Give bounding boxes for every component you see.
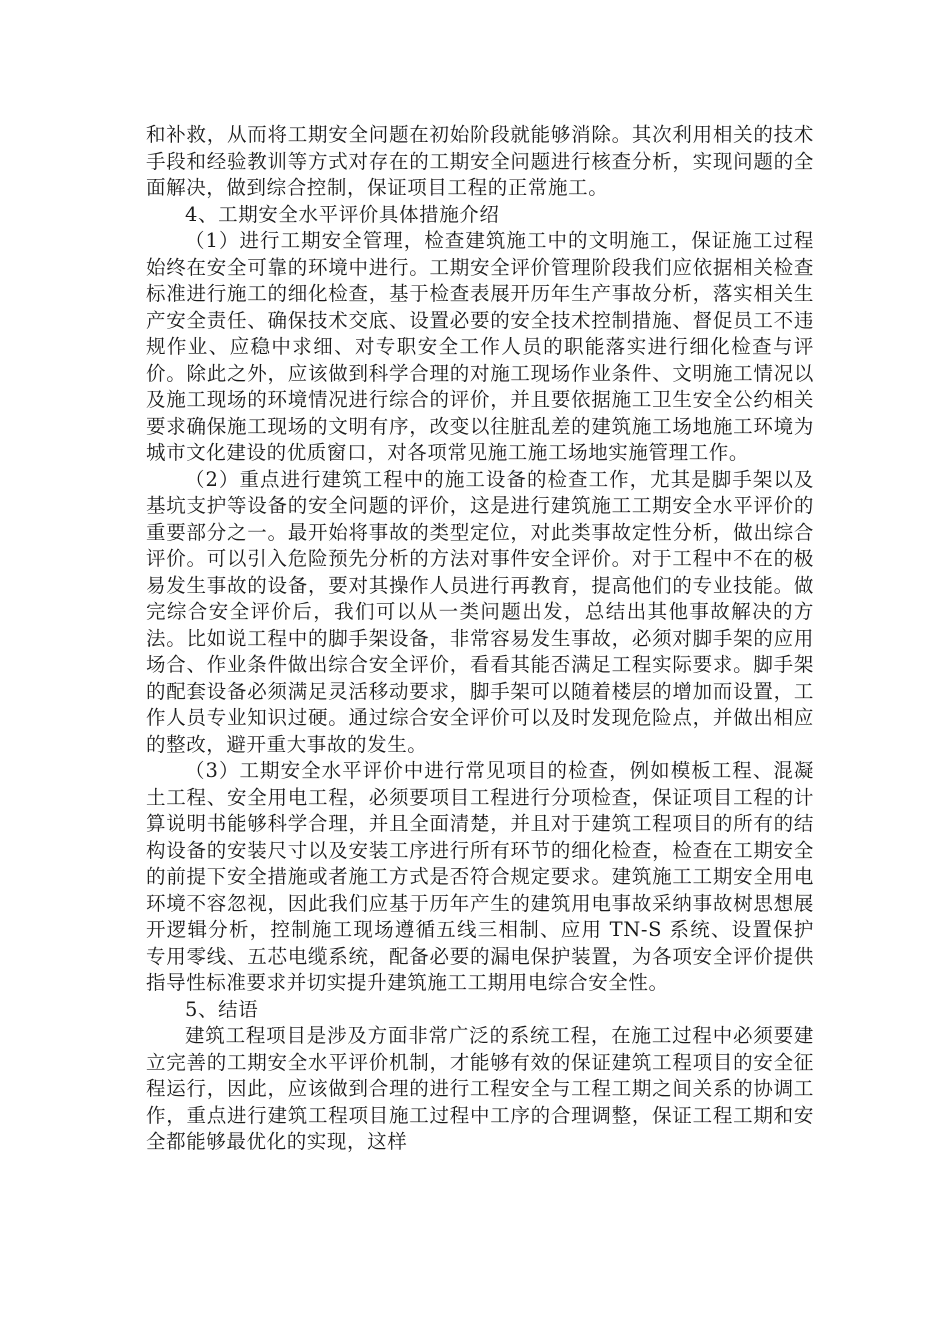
body-paragraph-measure-1: （1）进行工期安全管理，检查建筑施工中的文明施工，保证施工过程始终在安全可靠的环境中进行。工期安全评价管理阶段我们应依据相关检查标准进行施工的细化检查，基于检查表展开历年生产事故分析，落实相关生产安全责任、确保技术交底、设置必要的安全技术控制措施、督促员工不违规作业、应稳中求细、对专职安全工作人员的职能落实进行细化检查与评价。除此之外，应该做到科学合理的对施工现场作业条件、文明施工情况以及施工现场的环境情况进行综合的评价，并且要依据施工卫生安全公约相关要求确保施工现场的文明有序，改变以往脏乱差的建筑施工场地施工环境为城市文化建设的优质窗口，对各项常见施工施工场地实施管理工作。 [146, 229, 814, 464]
body-paragraph-measure-2: （2）重点进行建筑工程中的施工设备的检查工作，尤其是脚手架以及基坑支护等设备的安全问题的评价，这是进行建筑施工工期安全水平评价的重要部分之一。最开始将事故的类型定位，对此类事故定性分析，做出综合评价。可以引入危险预先分析的方法对事件安全评价。对于工程中不在的极易发生事故的设备，要对其操作人员进行再教育，提高他们的专业技能。做完综合安全评价后，我们可以从一类问题出发，总结出其他事故解决的方法。比如说工程中的脚手架设备，非常容易发生事故，必须对脚手架的应用场合、作业条件做出综合安全评价，看看其能否满足工程实际要求。脚手架的配套设备必须满足灵活移动要求，脚手架可以随着楼层的增加而设置，工作人员专业知识过硬。通过综合安全评价可以及时发现危险点，并做出相应的整改，避开重大事故的发生。 [146, 467, 814, 756]
body-paragraph-measure-3: （3）工期安全水平评价中进行常见项目的检查，例如模板工程、混凝土工程、安全用电工程，必须要项目工程进行分项检查，保证项目工程的计算说明书能够科学合理，并且全面清楚，并且对于建筑工程项目的所有的结构设备的安装尺寸以及安装工序进行所有环节的细化检查，检查在工期安全的前提下安全措施或者施工方式是否符合规定要求。建筑施工工期安全用电环境不容忽视，因此我们应基于历年产生的建筑用电事故采纳事故树思想展开逻辑分析，控制施工现场遵循五线三相制、应用 TN-S 系统、设置保护专用零线、五芯电缆系统，配备必要的漏电保护装置，为各项安全评价提供指导性标准要求并切实提升建筑施工工期用电综合安全性。 [146, 759, 814, 994]
section-heading-4: 4、工期安全水平评价具体措施介绍 [185, 202, 500, 226]
document-page [146, 122, 814, 1156]
body-paragraph-continuation: 和补救，从而将工期安全问题在初始阶段就能够消除。其次利用相关的技术手段和经验教训等方式对存在的工期安全问题进行核查分析，实现问题的全面解决，做到综合控制，保证项目工程的正常施工。 [146, 123, 814, 199]
section-heading-5: 5、结语 [185, 997, 259, 1021]
body-paragraph-conclusion: 建筑工程项目是涉及方面非常广泛的系统工程，在施工过程中必须要建立完善的工期安全水平评价机制，才能够有效的保证建筑工程项目的安全征程运行，因此，应该做到合理的进行工程安全与工程工期之间关系的协调工作，重点进行建筑工程项目施工过程中工序的合理调整，保证工程工期和安全都能够最优化的实现，这样 [146, 1024, 814, 1153]
